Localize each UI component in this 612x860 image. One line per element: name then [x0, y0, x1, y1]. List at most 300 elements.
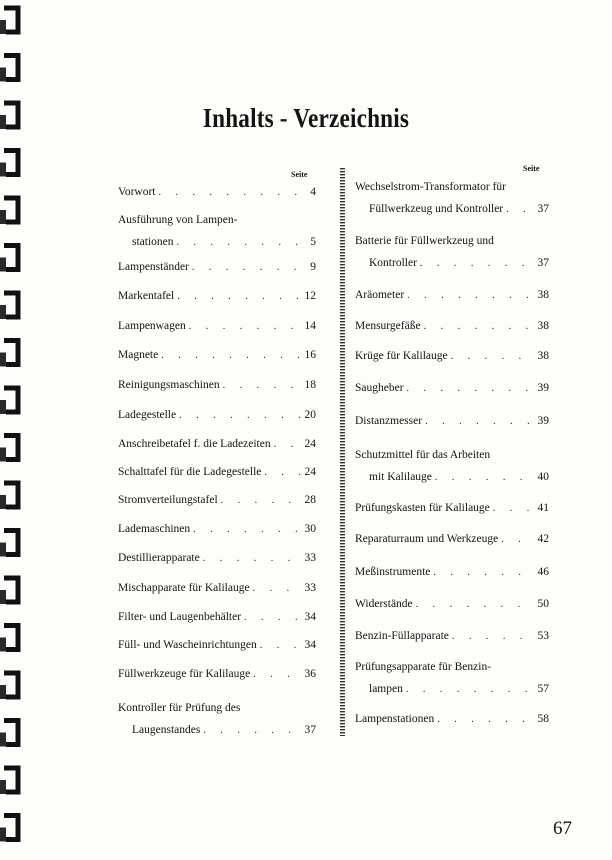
divider-dash: [340, 405, 345, 406]
dot-leader: [435, 467, 534, 489]
toc-entry-title: mit Kalilauge: [369, 471, 432, 483]
binding-hole: [0, 828, 6, 842]
toc-page-number: 14: [304, 320, 316, 332]
toc-entry-line: [118, 606, 316, 629]
divider-dash: [340, 717, 345, 718]
binding-hole: [0, 20, 6, 34]
divider-dash: [340, 567, 345, 568]
divider-dash: [340, 426, 345, 427]
divider-dash: [340, 393, 345, 394]
divider-dash: [340, 684, 345, 685]
column-divider: [340, 168, 345, 736]
toc-entry-line: [118, 181, 316, 204]
divider-dash: [340, 720, 345, 721]
divider-dash: [340, 327, 345, 328]
divider-dash: [340, 417, 345, 418]
divider-dash: [340, 702, 345, 703]
divider-dash: [340, 678, 345, 679]
divider-dash: [340, 693, 345, 694]
toc-entry-title: Schutzmittel für das Arbeiten: [355, 449, 491, 461]
divider-dash: [340, 714, 345, 715]
binding-ring: [4, 151, 18, 175]
divider-dash: [340, 342, 345, 343]
divider-dash: [340, 171, 345, 172]
divider-dash: [340, 186, 345, 187]
toc-entry-title: Anschreibetafel f. die Ladezeiten: [118, 438, 271, 450]
binding-hole: [0, 115, 6, 129]
divider-dash: [340, 306, 345, 307]
dot-leader: [177, 232, 301, 254]
divider-dash: [340, 288, 345, 289]
toc-page-number: 24: [304, 466, 316, 478]
toc-entry-title: Vorwort: [118, 186, 156, 198]
divider-dash: [340, 486, 345, 487]
toc-entry: [118, 606, 316, 629]
divider-dash: [340, 600, 345, 601]
divider-dash: [340, 468, 345, 469]
divider-dash: [340, 465, 345, 466]
toc-entry-line: [118, 374, 316, 397]
dot-leader: [425, 411, 534, 433]
toc-page-number: 30: [304, 523, 316, 535]
binding-ring: [4, 56, 18, 80]
toc-entry-line: [118, 634, 316, 657]
divider-dash: [340, 462, 345, 463]
divider-dash: [340, 525, 345, 526]
toc-entry-title: Lademaschinen: [118, 523, 191, 535]
left-column-header: Seite: [291, 170, 308, 179]
toc-entry-line: [118, 285, 316, 308]
binding-hole: [0, 258, 6, 272]
divider-dash: [340, 420, 345, 421]
divider-dash: [340, 354, 345, 355]
toc-page-number: 37: [537, 203, 549, 215]
toc-entry-line: [118, 697, 316, 719]
toc-entry-title: Mischapparate für Kalilauge: [118, 582, 250, 594]
divider-dash: [340, 510, 345, 511]
divider-dash: [340, 330, 345, 331]
toc-entry-line: [118, 209, 316, 231]
toc-entry: [118, 634, 316, 657]
toc-entry-title: Mensurgefäße: [355, 320, 421, 332]
binding-hole: [0, 353, 6, 367]
toc-page-number: 16: [304, 349, 316, 361]
toc-page-number: 5: [310, 236, 316, 248]
binding-ring: [4, 8, 18, 32]
toc-page-number: 53: [537, 630, 549, 642]
toc-entry-title: Lampenständer: [118, 261, 189, 273]
divider-dash: [340, 456, 345, 457]
binding-hole: [0, 400, 6, 414]
divider-dash: [340, 660, 345, 661]
toc-page-number: 38: [537, 350, 549, 362]
divider-dash: [340, 636, 345, 637]
toc-entry: [355, 284, 549, 307]
toc-entry: [118, 315, 316, 338]
divider-dash: [340, 369, 345, 370]
binding-ring: [4, 578, 18, 602]
dot-leader: [223, 375, 301, 397]
toc-entry: [355, 377, 549, 400]
binding-hole: [0, 543, 6, 557]
toc-entry-line: [355, 252, 549, 275]
divider-dash: [340, 432, 345, 433]
toc-entry-title: Meßinstrumente: [355, 566, 431, 578]
divider-dash: [340, 672, 345, 673]
dot-leader: [179, 405, 301, 427]
binding-ring: [4, 626, 18, 650]
divider-dash: [340, 450, 345, 451]
divider-dash: [340, 309, 345, 310]
divider-dash: [340, 168, 345, 169]
divider-dash: [340, 441, 345, 442]
toc-entry-line: [118, 489, 316, 512]
divider-dash: [340, 612, 345, 613]
binding-ring: [4, 531, 18, 555]
toc-page-number: 18: [304, 379, 316, 391]
toc-entry-line: [355, 708, 549, 731]
divider-dash: [340, 576, 345, 577]
toc-entry-title: Füll- und Wascheinrichtungen: [118, 639, 257, 651]
binding-ring: [4, 103, 18, 127]
toc-page-number: 46: [537, 566, 549, 578]
toc-entry: [118, 461, 316, 484]
toc-entry-line: [355, 561, 549, 584]
toc-entry-title: lampen: [369, 683, 403, 695]
toc-entry: [118, 489, 316, 512]
divider-dash: [340, 699, 345, 700]
toc-entry: [118, 518, 316, 541]
dot-leader: [203, 720, 301, 742]
divider-dash: [340, 381, 345, 382]
divider-dash: [340, 591, 345, 592]
toc-entry: [118, 547, 316, 570]
binding-hole: [0, 590, 6, 604]
dot-leader: [407, 285, 534, 307]
divider-dash: [340, 681, 345, 682]
dot-leader: [451, 346, 534, 368]
divider-dash: [340, 579, 345, 580]
divider-dash: [340, 597, 345, 598]
toc-entry-title: Distanzmesser: [355, 415, 423, 427]
toc-entry: [355, 230, 549, 275]
binding-hole: [0, 210, 6, 224]
divider-dash: [340, 414, 345, 415]
divider-dash: [340, 492, 345, 493]
divider-dash: [340, 375, 345, 376]
divider-dash: [340, 489, 345, 490]
toc-entry: [118, 663, 316, 686]
divider-dash: [340, 177, 345, 178]
divider-dash: [340, 735, 345, 736]
divider-dash: [340, 516, 345, 517]
divider-dash: [340, 234, 345, 235]
binding-ring: [4, 483, 18, 507]
toc-page-number: 4: [310, 186, 316, 198]
divider-dash: [340, 723, 345, 724]
dot-leader: [406, 679, 534, 701]
toc-page-number: 39: [537, 415, 549, 427]
divider-dash: [340, 639, 345, 640]
toc-entry-line: [118, 547, 316, 570]
toc-page-number: 57: [537, 683, 549, 695]
toc-page-number: 38: [537, 289, 549, 301]
toc-entry: [355, 315, 549, 338]
toc-entry-title: Reinigungsmaschinen: [118, 379, 220, 391]
divider-dash: [340, 252, 345, 253]
divider-dash: [340, 402, 345, 403]
divider-dash: [340, 651, 345, 652]
divider-dash: [340, 210, 345, 211]
toc-page-number: 40: [537, 471, 549, 483]
toc-page-number: 9: [310, 261, 316, 273]
binding-ring: [4, 246, 18, 270]
divider-dash: [340, 411, 345, 412]
right-column-header: Seite: [523, 164, 540, 173]
divider-dash: [340, 237, 345, 238]
divider-dash: [340, 219, 345, 220]
divider-dash: [340, 474, 345, 475]
divider-dash: [340, 705, 345, 706]
toc-entry-line: [355, 466, 549, 489]
divider-dash: [340, 408, 345, 409]
toc-entry: [118, 697, 316, 742]
divider-dash: [340, 519, 345, 520]
binding-ring: [4, 816, 18, 840]
toc-entry-title: Stromverteilungstafel: [118, 494, 218, 506]
divider-dash: [340, 561, 345, 562]
divider-dash: [340, 663, 345, 664]
divider-dash: [340, 246, 345, 247]
toc-entry-title: Benzin-Füllapparate: [355, 630, 449, 642]
divider-dash: [340, 300, 345, 301]
divider-dash: [340, 594, 345, 595]
toc-entry-line: [118, 231, 316, 254]
divider-dash: [340, 231, 345, 232]
toc-page-number: 24: [304, 438, 316, 450]
divider-dash: [340, 480, 345, 481]
divider-dash: [340, 459, 345, 460]
toc-entry-line: [355, 377, 549, 400]
divider-dash: [340, 501, 345, 502]
divider-dash: [340, 483, 345, 484]
divider-dash: [340, 267, 345, 268]
divider-dash: [340, 201, 345, 202]
divider-dash: [340, 555, 345, 556]
toc-entry: [118, 181, 316, 204]
divider-dash: [340, 543, 345, 544]
toc-entry-line: [355, 176, 549, 198]
toc-entry-line: [355, 593, 549, 616]
toc-entry-line: [118, 433, 316, 456]
divider-dash: [340, 324, 345, 325]
divider-dash: [340, 363, 345, 364]
divider-dash: [340, 357, 345, 358]
toc-entry-title: Laugenstandes: [132, 724, 201, 736]
toc-entry-line: [355, 497, 549, 520]
toc-entry: [355, 708, 549, 731]
toc-entry-line: [355, 528, 549, 551]
divider-dash: [340, 531, 345, 532]
dot-leader: [274, 434, 301, 456]
divider-dash: [340, 603, 345, 604]
divider-dash: [340, 552, 345, 553]
divider-dash: [340, 249, 345, 250]
toc-page-number: 50: [537, 598, 549, 610]
divider-dash: [340, 345, 345, 346]
divider-dash: [340, 522, 345, 523]
toc-entry-line: [355, 315, 549, 338]
toc-entry-line: [118, 404, 316, 427]
divider-dash: [340, 726, 345, 727]
divider-dash: [340, 654, 345, 655]
divider-dash: [340, 255, 345, 256]
toc-entry-line: [355, 678, 549, 701]
divider-dash: [340, 435, 345, 436]
divider-dash: [340, 696, 345, 697]
divider-dash: [340, 624, 345, 625]
divider-dash: [340, 204, 345, 205]
divider-dash: [340, 570, 345, 571]
toc-page-number: 34: [304, 611, 316, 623]
divider-dash: [340, 669, 345, 670]
toc-entry: [118, 404, 316, 427]
divider-dash: [340, 708, 345, 709]
toc-entry-line: [355, 444, 549, 466]
divider-dash: [340, 618, 345, 619]
divider-dash: [340, 498, 345, 499]
divider-dash: [340, 174, 345, 175]
divider-dash: [340, 471, 345, 472]
toc-entry: [355, 410, 549, 433]
divider-dash: [340, 687, 345, 688]
divider-dash: [340, 351, 345, 352]
divider-dash: [340, 348, 345, 349]
divider-dash: [340, 507, 345, 508]
divider-dash: [340, 477, 345, 478]
divider-dash: [340, 294, 345, 295]
toc-entry: [355, 593, 549, 616]
divider-dash: [340, 558, 345, 559]
toc-entry-line: [355, 230, 549, 252]
binding-ring: [4, 768, 18, 792]
divider-dash: [340, 423, 345, 424]
toc-page-number: 38: [537, 320, 549, 332]
toc-page-number: 37: [304, 724, 316, 736]
toc-entry: [355, 528, 549, 551]
toc-page-number: 28: [304, 494, 316, 506]
binding-hole: [0, 780, 6, 794]
binding-ring: [4, 673, 18, 697]
toc-entry-title: Prüfungsapparate für Benzin-: [355, 661, 492, 673]
divider-dash: [340, 183, 345, 184]
divider-dash: [340, 180, 345, 181]
dot-leader: [177, 286, 301, 308]
binding-hole: [0, 305, 6, 319]
divider-dash: [340, 564, 345, 565]
binding-ring: [4, 436, 18, 460]
divider-dash: [340, 297, 345, 298]
divider-dash: [340, 198, 345, 199]
divider-dash: [340, 429, 345, 430]
divider-dash: [340, 732, 345, 733]
divider-dash: [340, 540, 345, 541]
dot-leader: [501, 529, 534, 551]
dot-leader: [493, 498, 534, 520]
dot-leader: [253, 664, 301, 686]
dot-leader: [158, 182, 301, 204]
divider-dash: [340, 378, 345, 379]
dot-leader: [416, 594, 534, 616]
toc-entry-line: [118, 344, 316, 367]
divider-dash: [340, 318, 345, 319]
divider-dash: [340, 279, 345, 280]
toc-entry-line: [118, 577, 316, 600]
toc-entry: [118, 285, 316, 308]
divider-dash: [340, 528, 345, 529]
divider-dash: [340, 291, 345, 292]
binding-ring: [4, 341, 18, 365]
binding-hole: [0, 638, 6, 652]
dot-leader: [420, 253, 534, 275]
dot-leader: [203, 548, 301, 570]
dot-leader: [437, 709, 534, 731]
toc-page-number: 12: [304, 290, 316, 302]
divider-dash: [340, 537, 345, 538]
divider-dash: [340, 282, 345, 283]
toc-entry-title: Filter- und Laugenbehälter: [118, 611, 242, 623]
binding-hole: [0, 495, 6, 509]
toc-page-number: 33: [304, 552, 316, 564]
divider-dash: [340, 390, 345, 391]
divider-dash: [340, 642, 345, 643]
dot-leader: [221, 490, 301, 512]
divider-dash: [340, 675, 345, 676]
toc-entry-line: [355, 410, 549, 433]
toc-entry: [118, 433, 316, 456]
toc-entry-title: Ausführung von Lampen-: [118, 214, 238, 226]
divider-dash: [340, 360, 345, 361]
spiral-binding: [0, 0, 40, 860]
dot-leader: [189, 316, 301, 338]
divider-dash: [340, 222, 345, 223]
dot-leader: [433, 562, 534, 584]
binding-ring: [4, 388, 18, 412]
binding-ring: [4, 721, 18, 745]
toc-entry-title: Kontroller: [369, 257, 417, 269]
toc-entry-line: [118, 663, 316, 686]
divider-dash: [340, 243, 345, 244]
divider-dash: [340, 207, 345, 208]
divider-dash: [340, 666, 345, 667]
toc-entry: [355, 497, 549, 520]
toc-entry-title: Saugheber: [355, 382, 404, 394]
binding-hole: [0, 163, 6, 177]
divider-dash: [340, 438, 345, 439]
toc-entry-title: Füllwerkzeuge für Kalilauge: [118, 668, 251, 680]
divider-dash: [340, 585, 345, 586]
divider-dash: [340, 264, 345, 265]
divider-dash: [340, 621, 345, 622]
toc-entry-title: Aräometer: [355, 289, 405, 301]
divider-dash: [340, 447, 345, 448]
divider-dash: [340, 261, 345, 262]
toc-page-number: 37: [537, 257, 549, 269]
divider-dash: [340, 582, 345, 583]
toc-entry-line: [355, 345, 549, 368]
divider-dash: [340, 270, 345, 271]
toc-entry: [118, 209, 316, 254]
